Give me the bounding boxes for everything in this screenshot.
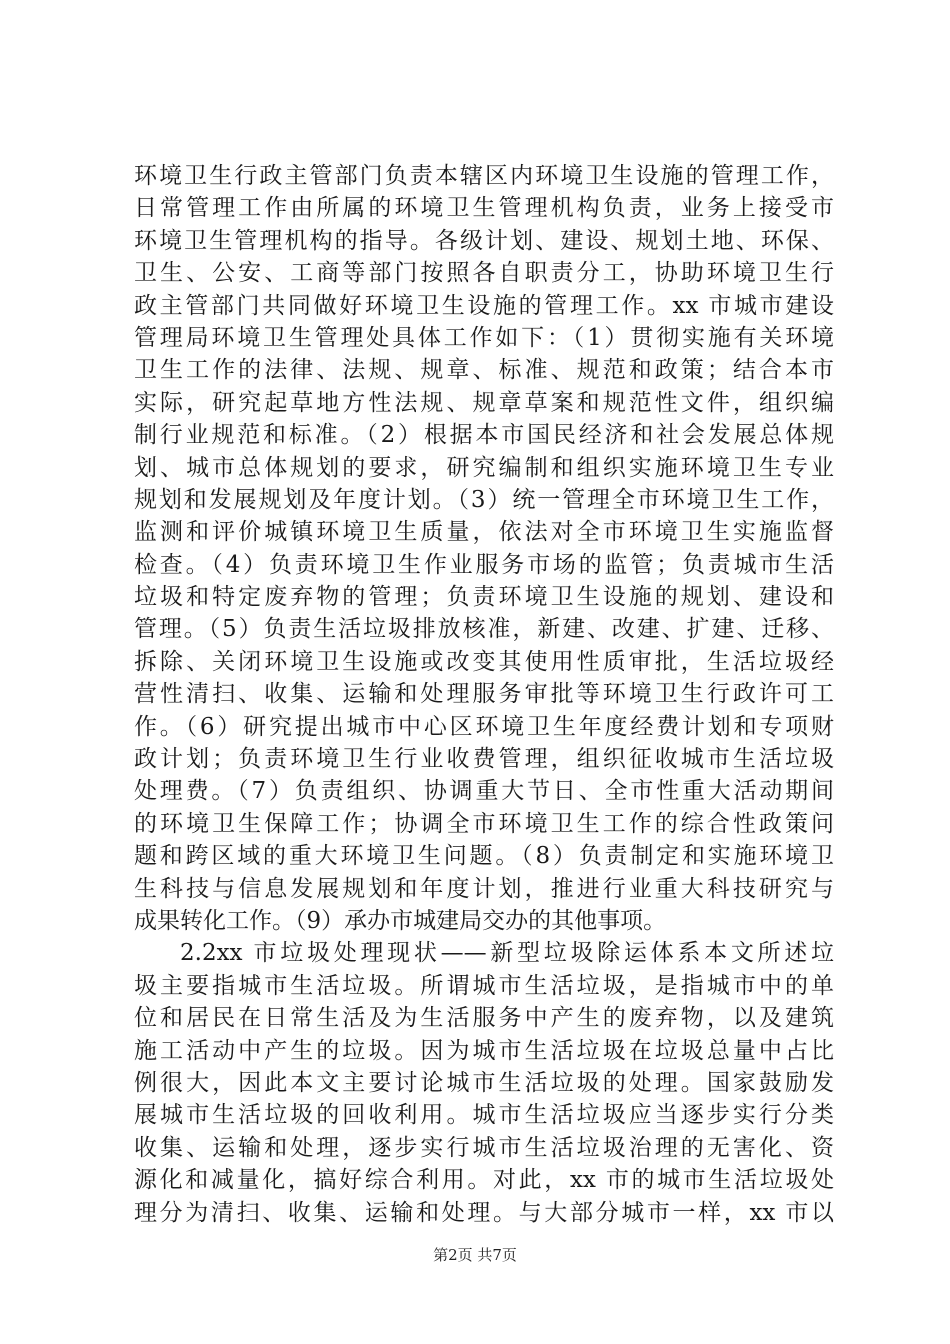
- text-line: 例很大，因此本文主要讨论城市生活垃圾的处理。国家鼓励发: [134, 1069, 834, 1096]
- text-line: 实际，研究起草地方性法规、规章草案和规范性文件，组织编: [134, 389, 834, 416]
- text-line: 监测和评价城镇环境卫生质量，依法对全市环境卫生实施监督: [134, 519, 834, 546]
- page-footer: 第2页 共7页: [433, 1246, 517, 1264]
- text-line: 划、城市总体规划的要求，研究编制和组织实施环境卫生专业: [134, 454, 834, 481]
- body-text: [134, 160, 834, 1229]
- text-line: 制行业规范和标准。（2）根据本市国民经济和社会发展总体规: [134, 422, 834, 449]
- text-line: 卫生、公安、工商等部门按照各自职责分工，协助环境卫生行: [134, 260, 834, 287]
- text-line: 成果转化工作。（9）承办市城建局交办的其他事项。: [134, 907, 667, 934]
- text-line: 卫生工作的法律、法规、规章、标准、规范和政策；结合本市: [134, 357, 834, 384]
- text-line: 的环境卫生保障工作；协调全市环境卫生工作的综合性政策问: [134, 810, 834, 837]
- text-line: 处理费。（7）负责组织、协调重大节日、全市性重大活动期间: [134, 778, 834, 805]
- text-line: 管理。（5）负责生活垃圾排放核准，新建、改建、扩建、迁移、: [134, 616, 834, 643]
- text-line: 题和跨区域的重大环境卫生问题。（8）负责制定和实施环境卫: [134, 843, 834, 870]
- text-line: 位和居民在日常生活及为生活服务中产生的废弃物，以及建筑: [134, 1005, 834, 1032]
- text-line: 日常管理工作由所属的环境卫生管理机构负责，业务上接受市: [134, 195, 834, 222]
- text-line: 管理局环境卫生管理处具体工作如下：（1）贯彻实施有关环境: [134, 324, 834, 351]
- text-line: 理分为清扫、收集、运输和处理。与大部分城市一样，xx 市以: [134, 1199, 834, 1226]
- text-line: 垃圾和特定废弃物的管理；负责环境卫生设施的规划、建设和: [134, 584, 834, 611]
- paragraph-first-line: 2.2xx 市垃圾处理现状——新型垃圾除运体系本文所述垃: [180, 940, 834, 967]
- text-line: 源化和减量化，搞好综合利用。对此，xx 市的城市生活垃圾处: [134, 1167, 834, 1194]
- text-line: 拆除、关闭环境卫生设施或改变其使用性质审批，生活垃圾经: [134, 648, 834, 675]
- text-line: 环境卫生行政主管部门负责本辖区内环境卫生设施的管理工作，: [134, 163, 834, 189]
- text-line: 施工活动中产生的垃圾。因为城市生活垃圾在垃圾总量中占比: [134, 1037, 834, 1064]
- text-line: 生科技与信息发展规划和年度计划，推进行业重大科技研究与: [134, 875, 834, 902]
- text-line: 环境卫生管理机构的指导。各级计划、建设、规划土地、环保、: [134, 227, 834, 254]
- text-line: 圾主要指城市生活垃圾。所谓城市生活垃圾，是指城市中的单: [134, 972, 834, 999]
- text-line: 政计划；负责环境卫生行业收费管理，组织征收城市生活垃圾: [134, 746, 834, 773]
- text-line: 收集、运输和处理，逐步实行城市生活垃圾治理的无害化、资: [134, 1134, 834, 1161]
- text-line: 政主管部门共同做好环境卫生设施的管理工作。xx 市城市建设: [134, 292, 834, 319]
- text-line: 营性清扫、收集、运输和处理服务审批等环境卫生行政许可工: [134, 681, 834, 708]
- text-line: 作。（6）研究提出城市中心区环境卫生年度经费计划和专项财: [134, 713, 834, 740]
- text-line: 展城市生活垃圾的回收利用。城市生活垃圾应当逐步实行分类: [134, 1102, 834, 1129]
- text-line: 检查。（4）负责环境卫生作业服务市场的监管；负责城市生活: [134, 551, 834, 578]
- text-line: 规划和发展规划及年度计划。（3）统一管理全市环境卫生工作，: [134, 486, 834, 513]
